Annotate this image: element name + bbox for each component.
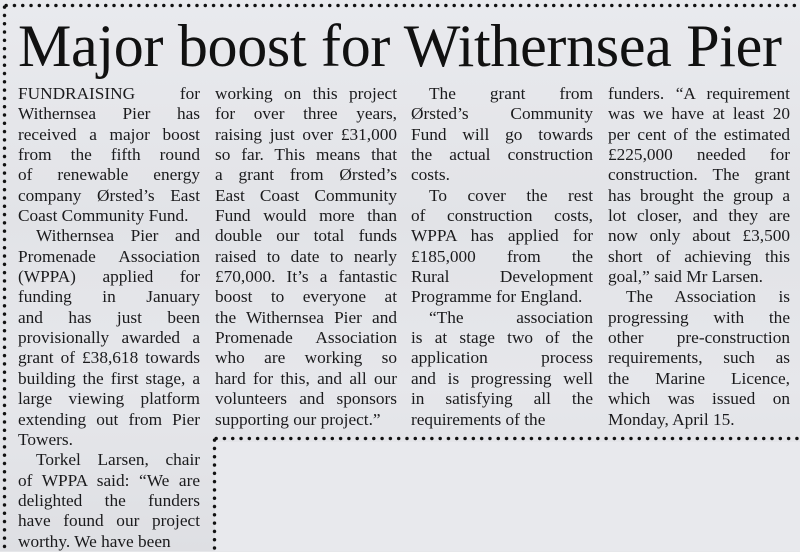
article-paragraph bbox=[18, 84, 200, 226]
article-paragraph bbox=[608, 84, 790, 287]
text-line: Monday, April 15. bbox=[608, 409, 735, 429]
text-line: so far. This means that bbox=[215, 145, 397, 165]
text-line: Promenade Association bbox=[18, 246, 200, 266]
text-line: lot closer, and they are bbox=[608, 206, 790, 226]
text-line: goal,” said Mr Larsen. bbox=[608, 267, 763, 287]
text-line: The Association is bbox=[626, 287, 790, 307]
text-line: WPPA has applied for bbox=[411, 226, 593, 246]
text-line: To cover the rest bbox=[429, 185, 593, 205]
text-line: of WPPA said: “We are bbox=[18, 470, 200, 490]
text-line: has brought the group a bbox=[608, 185, 790, 205]
text-line: which was issued on bbox=[608, 389, 790, 409]
top-dotted-border bbox=[2, 3, 798, 8]
text-line: East Coast Community bbox=[215, 185, 397, 205]
text-line: grant of £38,618 towards bbox=[18, 348, 200, 368]
text-line: is at stage two of the bbox=[411, 328, 593, 348]
article-column-1 bbox=[18, 84, 200, 552]
article-paragraph bbox=[608, 287, 790, 429]
text-line: was we have at least 20 bbox=[608, 104, 790, 124]
text-line: Torkel Larsen, chair bbox=[36, 450, 200, 470]
text-line: now only about £3,500 bbox=[608, 226, 790, 246]
text-line: requirements, such as bbox=[608, 348, 790, 368]
text-line: per cent of the estimated bbox=[608, 124, 790, 144]
text-line: a grant from Ørsted’s bbox=[215, 165, 397, 185]
text-line: Ørsted’s Community bbox=[411, 104, 593, 124]
text-line: Coast Community Fund. bbox=[18, 206, 189, 226]
article-paragraph bbox=[18, 450, 200, 552]
text-line: worthy. We have been bbox=[18, 531, 171, 551]
text-line: of construction costs, bbox=[411, 206, 593, 226]
text-line: the Marine Licence, bbox=[608, 368, 790, 388]
text-line: Towers. bbox=[18, 429, 73, 449]
text-line: large viewing platform bbox=[18, 389, 200, 409]
text-line: double our total funds bbox=[215, 226, 397, 246]
text-line: working on this project bbox=[215, 84, 397, 103]
text-line: who are working so bbox=[215, 348, 397, 368]
article-paragraph bbox=[18, 226, 200, 450]
article-paragraph bbox=[411, 186, 593, 308]
text-line: the Withernsea Pier and bbox=[215, 307, 397, 327]
text-line: extending out from Pier bbox=[18, 409, 200, 429]
text-line: volunteers and sponsors bbox=[215, 389, 397, 409]
text-line: Promenade Association bbox=[215, 328, 397, 348]
text-line: and has just been bbox=[18, 307, 200, 327]
text-line: Rural Development bbox=[411, 267, 593, 287]
text-line: have found our project bbox=[18, 511, 200, 531]
text-line: FUNDRAISING for bbox=[18, 84, 200, 103]
text-line: the actual construction bbox=[411, 145, 593, 165]
text-line: requirements of the bbox=[411, 409, 546, 429]
text-line: £225,000 needed for bbox=[608, 145, 790, 165]
text-line: funding in January bbox=[18, 287, 200, 307]
text-line: building the first stage, a bbox=[18, 368, 200, 388]
text-line: short of achieving this bbox=[608, 246, 790, 266]
text-line: (WPPA) applied for bbox=[18, 267, 200, 287]
text-line: of renewable energy bbox=[18, 165, 200, 185]
text-line: for over three years, bbox=[215, 104, 397, 124]
text-line: Withernsea Pier and bbox=[36, 226, 200, 246]
text-line: raised to date to nearly bbox=[215, 246, 397, 266]
text-line: supporting our project.” bbox=[215, 409, 381, 429]
article-column-2 bbox=[215, 84, 397, 430]
article-paragraph bbox=[411, 84, 593, 186]
headline: Major boost for Withernsea Pier bbox=[18, 13, 782, 79]
text-line: Withernsea Pier has bbox=[18, 104, 200, 124]
text-line: raising just over £31,000 bbox=[215, 124, 397, 144]
text-line: and is progressing well bbox=[411, 368, 593, 388]
adjacent-blank-panel bbox=[215, 442, 800, 551]
article-column-3 bbox=[411, 84, 593, 430]
text-line: funders. “A requirement bbox=[608, 84, 790, 103]
text-line: hard for this, and all our bbox=[215, 368, 397, 388]
text-line: £70,000. It’s a fantastic bbox=[215, 267, 397, 287]
text-line: costs. bbox=[411, 165, 450, 185]
panel-top-dotted-border bbox=[212, 436, 800, 441]
text-line: boost to everyone at bbox=[215, 287, 397, 307]
text-line: progressing with the bbox=[608, 307, 790, 327]
text-line: application process bbox=[411, 348, 593, 368]
article-paragraph bbox=[411, 308, 593, 430]
text-line: The grant from bbox=[429, 84, 593, 103]
text-line: received a major boost bbox=[18, 124, 200, 144]
text-line: Fund will go towards bbox=[411, 124, 593, 144]
left-dotted-border bbox=[2, 3, 7, 551]
article-paragraph bbox=[215, 84, 397, 430]
panel-left-dotted-border bbox=[212, 436, 217, 551]
text-line: provisionally awarded a bbox=[18, 328, 200, 348]
text-line: from the fifth round bbox=[18, 145, 200, 165]
text-line: company Ørsted’s East bbox=[18, 185, 200, 205]
text-line: Fund would more than bbox=[215, 206, 397, 226]
text-line: Programme for England. bbox=[411, 287, 583, 307]
text-line: delighted the funders bbox=[18, 490, 200, 510]
text-line: “The association bbox=[429, 307, 593, 327]
article-column-4 bbox=[608, 84, 790, 430]
text-line: in satisfying all the bbox=[411, 389, 593, 409]
text-line: other pre-construction bbox=[608, 328, 790, 348]
text-line: £185,000 from the bbox=[411, 246, 593, 266]
text-line: construction. The grant bbox=[608, 165, 790, 185]
